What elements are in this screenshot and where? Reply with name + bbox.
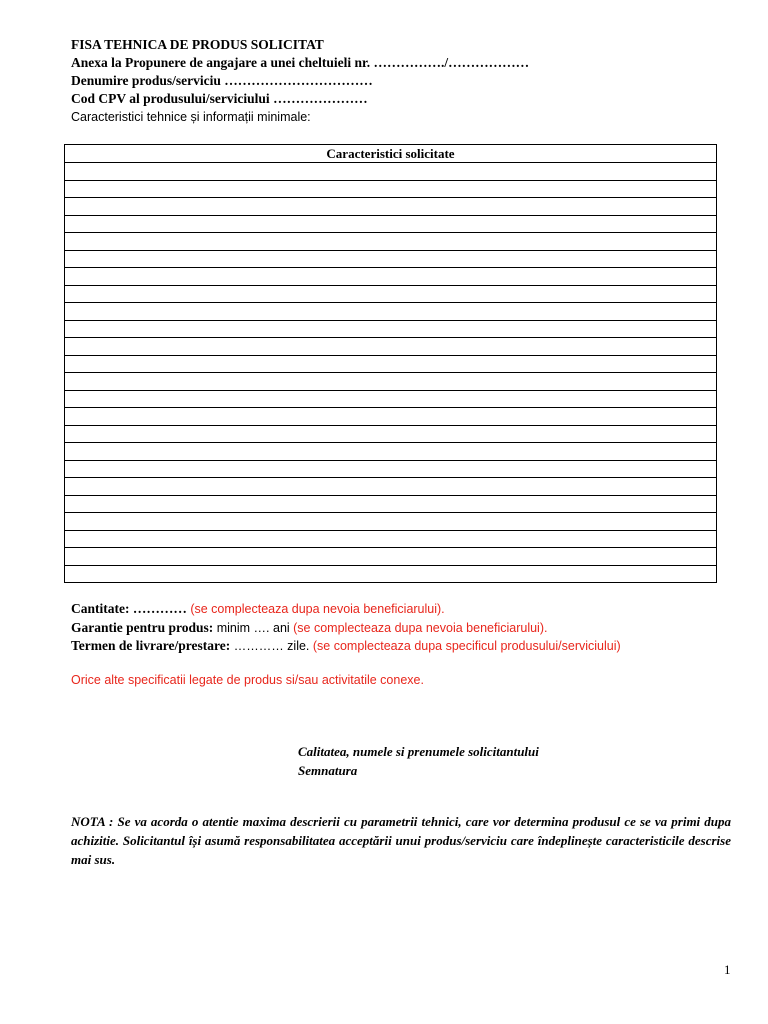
note-paragraph: NOTA : Se va acorda o atentie maxima descrierii cu parametrii tehnici, care vor determina produsul ce se va primi dupa achizitie. Solicitantul își asumă responsabilitatea acceptării unui produs/serviciu care îndeplinește caracteristicile descrise mai sus. xyxy=(71,814,731,867)
table-row xyxy=(65,495,717,513)
table-row xyxy=(65,355,717,373)
table-cell xyxy=(65,233,717,251)
cpv-code-line xyxy=(71,90,731,108)
table-cell xyxy=(65,355,717,373)
table-row xyxy=(65,303,717,321)
warranty-line xyxy=(71,619,731,638)
warranty-note: (se complecteaza dupa nevoia beneficiarului). xyxy=(289,620,548,635)
table-row xyxy=(65,530,717,548)
delivery-text: ………… zile. xyxy=(230,639,310,653)
signature-label: Semnatura xyxy=(298,763,358,778)
table-header-row xyxy=(65,145,717,163)
table-cell xyxy=(65,180,717,198)
intro-text: Caracteristici tehnice și informații minimale: xyxy=(71,110,311,124)
annex-line xyxy=(71,54,731,72)
table-cell xyxy=(65,198,717,216)
table-row xyxy=(65,478,717,496)
table-cell xyxy=(65,285,717,303)
table-row xyxy=(65,320,717,338)
table-row xyxy=(65,390,717,408)
table-cell xyxy=(65,338,717,356)
table-cell xyxy=(65,390,717,408)
delivery-line xyxy=(71,637,731,656)
table-cell xyxy=(65,425,717,443)
delivery-label: Termen de livrare/prestare: xyxy=(71,638,231,653)
product-name-blank: …………………………… xyxy=(220,73,373,88)
table-row xyxy=(65,338,717,356)
quantity-label: Cantitate: xyxy=(71,601,130,616)
table-row xyxy=(65,408,717,426)
table-row xyxy=(65,373,717,391)
product-name-line xyxy=(71,72,731,90)
annex-number-blank: ……………./……………… xyxy=(370,55,530,70)
signatory-details-label: Calitatea, numele si prenumele solicitantului xyxy=(298,744,539,759)
table-row xyxy=(65,250,717,268)
table-row xyxy=(65,163,717,181)
document-header xyxy=(71,36,731,126)
table-row xyxy=(65,198,717,216)
warranty-text: minim …. ani xyxy=(213,620,290,635)
quantity-line xyxy=(71,600,731,619)
table-row xyxy=(65,425,717,443)
cpv-code-label: Cod CPV al produsului/serviciului xyxy=(71,91,270,106)
table-cell xyxy=(65,443,717,461)
table-cell xyxy=(65,548,717,566)
product-name-label: Denumire produs/serviciu xyxy=(71,73,221,88)
table-row xyxy=(65,233,717,251)
table-cell xyxy=(65,530,717,548)
quantity-note: (se complecteaza dupa nevoia beneficiarului). xyxy=(186,602,445,616)
table-cell xyxy=(65,408,717,426)
warranty-label: Garantie pentru produs: xyxy=(71,619,214,635)
table-cell xyxy=(65,478,717,496)
quantity-blank: ………… xyxy=(129,601,187,616)
delivery-note: (se complecteaza dupa specificul produsului/serviciului) xyxy=(309,639,621,653)
details-block xyxy=(71,600,731,656)
table-row xyxy=(65,513,717,531)
page-number: 1 xyxy=(724,962,731,977)
other-specifications-text: Orice alte specificatii legate de produs si/sau activitatile conexe. xyxy=(71,673,424,687)
table-row xyxy=(65,565,717,583)
table-cell xyxy=(65,268,717,286)
table-cell xyxy=(65,250,717,268)
table-cell xyxy=(65,215,717,233)
table-cell xyxy=(65,495,717,513)
cpv-code-blank: ………………… xyxy=(269,91,368,106)
table-row xyxy=(65,268,717,286)
table-row xyxy=(65,215,717,233)
document-title: FISA TEHNICA DE PRODUS SOLICITAT xyxy=(71,37,324,52)
table-cell xyxy=(65,320,717,338)
table-row xyxy=(65,285,717,303)
table-row xyxy=(65,548,717,566)
table-body xyxy=(65,163,717,583)
table-row xyxy=(65,180,717,198)
table-cell xyxy=(65,513,717,531)
table-header-cell: Caracteristici solicitate xyxy=(65,145,717,163)
table-cell xyxy=(65,460,717,478)
specifications-table-container xyxy=(64,144,717,583)
annex-label: Anexa la Propunere de angajare a unei cheltuieli nr. xyxy=(71,55,371,70)
specifications-table xyxy=(64,144,717,583)
table-cell xyxy=(65,163,717,181)
signature-block xyxy=(298,742,539,780)
table-row xyxy=(65,460,717,478)
table-row xyxy=(65,443,717,461)
table-cell xyxy=(65,565,717,583)
table-cell xyxy=(65,303,717,321)
table-cell xyxy=(65,373,717,391)
